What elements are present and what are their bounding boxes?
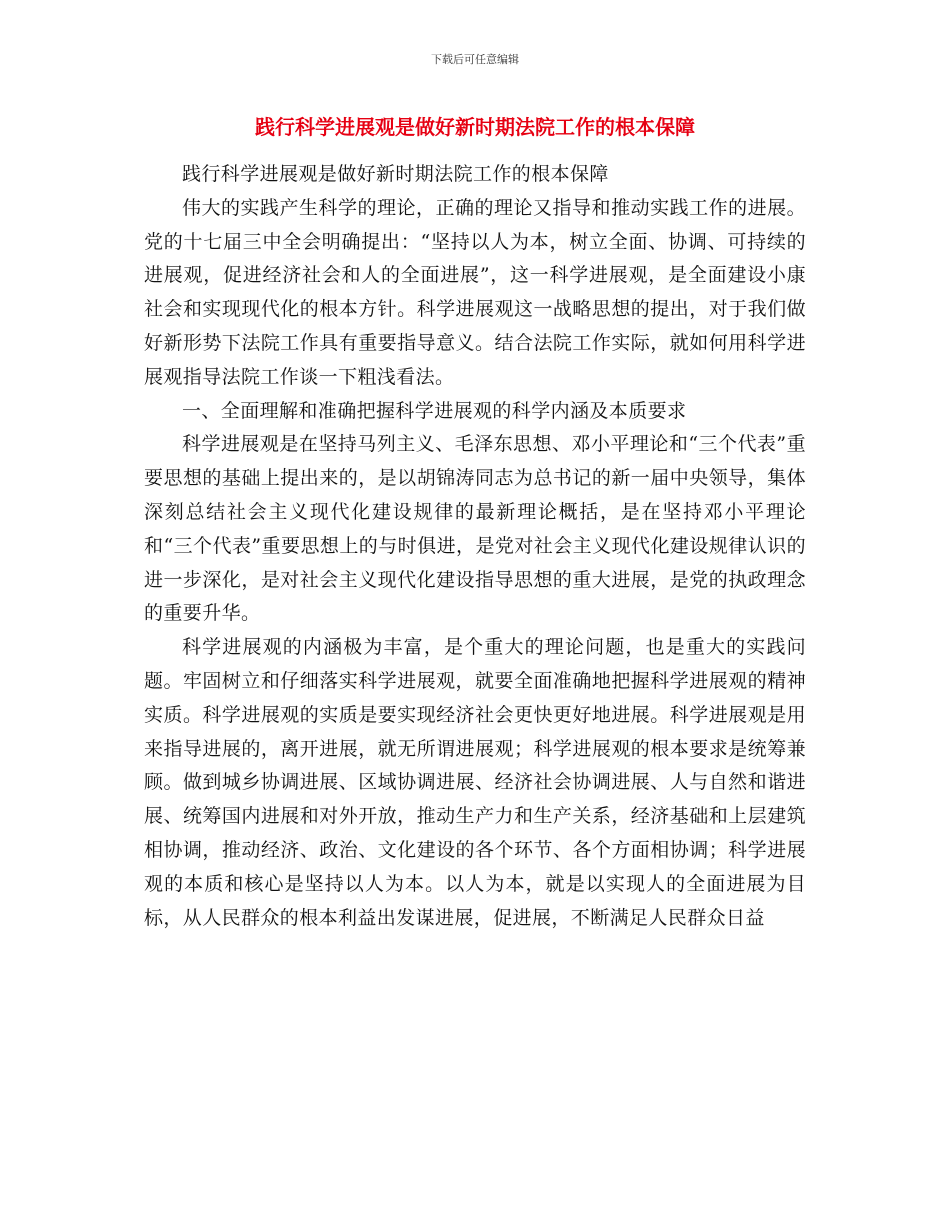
- document-title: 践行科学进展观是做好新时期法院工作的根本保障: [255, 115, 695, 139]
- document-body: [144, 158, 806, 935]
- body-paragraph: 伟大的实践产生科学的理论，正确的理论又指导和推动实践工作的进展。党的十七届三中全会明确提出：“坚持以人为本，树立全面、协调、可持续的进展观，促进经济社会和人的全面进展”，这一科学进展观，是全面建设小康社会和实现现代化的根本方针。科学进展观这一战略思想的提出，对于我们做好新形势下法院工作具有重要指导意义。结合法院工作实际，就如何用科学进展观指导法院工作谈一下粗浅看法。: [144, 196, 806, 388]
- header-note: 下载后可任意编辑: [431, 53, 519, 66]
- section-heading: 一、全面理解和准确把握科学进展观的科学内涵及本质要求: [182, 399, 687, 422]
- body-paragraph: 科学进展观的内涵极为丰富，是个重大的理论问题，也是重大的实践问题。牢固树立和仔细落实科学进展观，就要全面准确地把握科学进展观的精神实质。科学进展观的实质是要实现经济社会更快更好地进展。科学进展观是用来指导进展的，离开进展，就无所谓进展观；科学进展观的根本要求是统筹兼顾。做到城乡协调进展、区域协调进展、经济社会协调进展、人与自然和谐进展、统筹国内进展和对外开放，推动生产力和生产关系，经济基础和上层建筑相协调，推动经济、政治、文化建设的各个环节、各个方面相协调；科学进展观的本质和核心是坚持以人为本。以人为本，就是以实现人的全面进展为目标，从人民群众的根本利益出发谋进展，促进展，不断满足人民群众日益: [144, 636, 806, 929]
- body-paragraph: 科学进展观是在坚持马列主义、毛泽东思想、邓小平理论和“三个代表”重要思想的基础上提出来的，是以胡锦涛同志为总书记的新一届中央领导，集体深刻总结社会主义现代化建设规律的最新理论概括，是在坚持邓小平理论和“三个代表”重要思想上的与时俱进，是党对社会主义现代化建设规律认识的进一步深化，是对社会主义现代化建设指导思想的重大进展，是党的执政理念的重要升华。: [144, 433, 806, 625]
- subtitle-paragraph: 践行科学进展观是做好新时期法院工作的根本保障: [182, 163, 609, 185]
